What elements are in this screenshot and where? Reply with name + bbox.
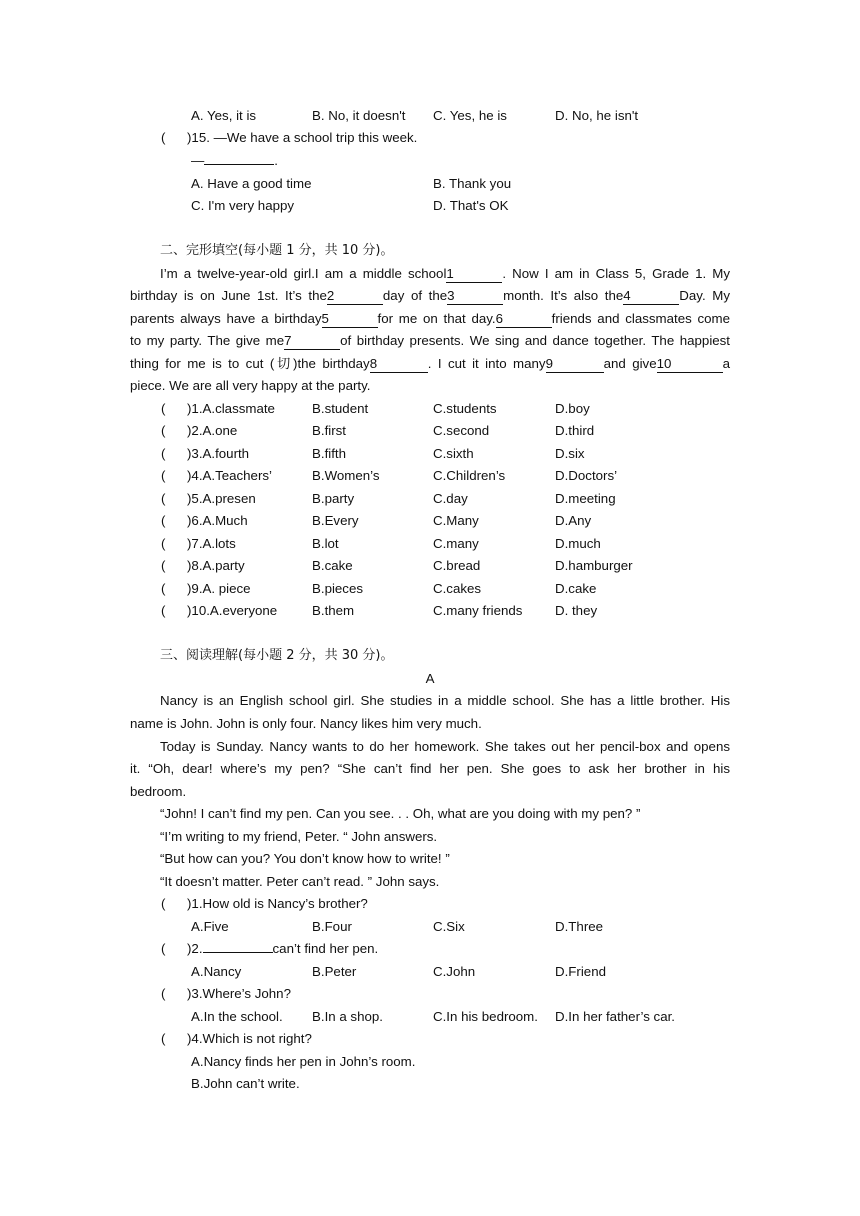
dialogue-line: “John! I can’t find my pen. Can you see. . . Oh, what are you doing with my pen? ” <box>160 806 641 821</box>
question-stem: )4.Which is not right? <box>187 1031 312 1046</box>
option-c: C.sixth <box>433 446 474 461</box>
option-d: D.Three <box>555 919 604 934</box>
option-a: A.Five <box>191 919 229 934</box>
reading-q4 <box>130 1028 730 1050</box>
question-stem <box>187 938 378 960</box>
q2-answer-blank[interactable] <box>203 952 273 953</box>
cloze-blank-7[interactable]: 7 <box>284 332 340 350</box>
cloze-line-2 <box>130 285 730 307</box>
option-b: B.them <box>312 603 355 618</box>
q15-options-row1 <box>130 173 730 195</box>
q15-reply <box>191 150 278 172</box>
cloze-line-6: piece. We are all very happy at the party. <box>130 378 371 393</box>
cloze-text: to my party. The give me <box>130 333 285 348</box>
cloze-text: a <box>722 356 730 371</box>
option-d: D.hamburger <box>555 558 633 573</box>
option-c: C.cakes <box>433 581 482 596</box>
cloze-text: thing for me is to cut (切)the birthday <box>130 356 370 371</box>
option-a: A.Nancy finds her pen in John’s room. <box>191 1054 416 1069</box>
cloze-blank-3[interactable]: 3 <box>447 287 503 305</box>
cloze-text: birthday is on June 1st. It’s the <box>130 288 327 303</box>
option-a: )1.A.classmate <box>187 401 275 416</box>
q14-option-d: D. No, he isn't <box>555 108 639 123</box>
answer-paren[interactable]: ( <box>161 581 166 596</box>
option-c: C.Six <box>433 919 465 934</box>
cloze-line-3 <box>130 308 730 330</box>
option-c: C.day <box>433 491 468 506</box>
cloze-question <box>130 533 730 555</box>
reading-text: it. “Oh, dear! where’s my pen? “She can’t find her pen. She goes to ask her brother in his <box>130 761 730 776</box>
option-d: D.much <box>555 536 601 551</box>
option-c: C.Children’s <box>433 468 506 483</box>
cloze-line-5 <box>130 353 730 375</box>
option-b: B.fifth <box>312 446 346 461</box>
reading-q3 <box>130 983 730 1005</box>
cloze-text: . Now I am in Class 5, Grade 1. My <box>502 266 731 281</box>
option-d: D.cake <box>555 581 597 596</box>
reading-text: Today is Sunday. Nancy wants to do her homework. She takes out her pencil-box and opens <box>160 739 730 754</box>
q15-options-row2 <box>130 195 730 217</box>
question-stem: )1.How old is Nancy’s brother? <box>187 896 368 911</box>
cloze-question <box>130 510 730 532</box>
reading-q3-options <box>130 1006 730 1028</box>
question-stem: )3.Where’s John? <box>187 986 291 1001</box>
option-d: D.In her father’s car. <box>555 1009 675 1024</box>
cloze-question <box>130 578 730 600</box>
answer-paren[interactable]: ( <box>161 603 166 618</box>
reading-q1 <box>130 893 730 915</box>
option-b: B.John can’t write. <box>191 1076 300 1091</box>
q15-answer-blank[interactable] <box>204 164 274 165</box>
option-d: D.meeting <box>555 491 616 506</box>
option-d: D.Friend <box>555 964 606 979</box>
option-d: D.Doctors’ <box>555 468 618 483</box>
option-d: D. they <box>555 603 598 618</box>
cloze-question <box>130 465 730 487</box>
cloze-blank-1[interactable]: 1 <box>446 265 502 283</box>
cloze-question <box>130 420 730 442</box>
cloze-blank-9[interactable]: 9 <box>546 355 604 373</box>
option-b: B.In a shop. <box>312 1009 383 1024</box>
option-c: C.In his bedroom. <box>433 1009 538 1024</box>
q15-stem: )15. —We have a school trip this week. <box>187 130 418 145</box>
reading-q2-options <box>130 961 730 983</box>
cloze-text: month. It’s also the <box>503 288 624 303</box>
q14-option-c: C. Yes, he is <box>433 108 507 123</box>
option-a: )9.A. piece <box>187 581 251 596</box>
answer-paren[interactable]: ( <box>161 558 166 573</box>
option-c: C.many friends <box>433 603 523 618</box>
option-a: )2.A.one <box>187 423 238 438</box>
option-a: A.In the school. <box>191 1009 283 1024</box>
dialogue-line: “I’m writing to my friend, Peter. “ John answers. <box>160 829 438 844</box>
option-a: )6.A.Much <box>187 513 248 528</box>
cloze-text: I’m a twelve-year-old girl.I am a middle school <box>160 266 447 281</box>
q14-option-a: A. Yes, it is <box>191 108 257 123</box>
answer-paren[interactable]: ( <box>161 536 166 551</box>
dialogue-line: “It doesn’t matter. Peter can’t read. ” John says. <box>160 874 440 889</box>
option-a: A.Nancy <box>191 964 242 979</box>
cloze-text: day of the <box>382 288 448 303</box>
option-a: )10.A.everyone <box>187 603 278 618</box>
option-c: C.second <box>433 423 490 438</box>
answer-paren[interactable]: ( <box>161 941 166 956</box>
reading-q1-options <box>130 916 730 938</box>
answer-paren[interactable]: ( <box>161 401 166 416</box>
option-b: B.Every <box>312 513 359 528</box>
answer-paren[interactable]: ( <box>161 513 166 528</box>
answer-paren: ( <box>161 130 166 145</box>
question-number: )2. <box>187 941 203 956</box>
q15-option-d: D. That's OK <box>433 198 509 213</box>
option-b: B.cake <box>312 558 353 573</box>
q15-stem-line <box>130 127 730 149</box>
cloze-line-1 <box>160 263 730 285</box>
option-b: B.party <box>312 491 355 506</box>
q15-option-c: C. I'm very happy <box>191 198 295 213</box>
cloze-question <box>130 600 730 622</box>
option-a: )3.A.fourth <box>187 446 250 461</box>
option-c: C.Many <box>433 513 479 528</box>
option-b: B.Peter <box>312 964 357 979</box>
option-c: C.John <box>433 964 476 979</box>
cloze-question <box>130 443 730 465</box>
section3-title: 三、阅读理解(每小题 2 分，共 30 分)。 <box>160 648 394 663</box>
cloze-text: of birthday presents. We sing and dance together. The happiest <box>340 333 731 348</box>
q15-reply-dash: — <box>191 153 205 168</box>
option-d: D.boy <box>555 401 590 416</box>
passage-label: A <box>425 671 435 686</box>
q14-option-b: B. No, it doesn't <box>312 108 406 123</box>
option-c: C.many <box>433 536 479 551</box>
option-a: )8.A.party <box>187 558 245 573</box>
cloze-blank-8[interactable]: 8 <box>370 355 428 373</box>
q15-option-b: B. Thank you <box>433 176 512 191</box>
option-b: B.first <box>312 423 346 438</box>
q15-reply-end: . <box>274 153 278 168</box>
cloze-text: parents always have a birthday <box>130 311 322 326</box>
answer-paren[interactable]: ( <box>161 491 166 506</box>
reading-text: Nancy is an English school girl. She studies in a middle school. She has a little brother. His <box>160 693 730 708</box>
reading-q4-option-b-line <box>130 1073 730 1095</box>
cloze-text: and give <box>603 356 657 371</box>
option-b: B.Four <box>312 919 352 934</box>
answer-paren[interactable]: ( <box>161 468 166 483</box>
option-b: B.lot <box>312 536 339 551</box>
q15-option-a: A. Have a good time <box>191 176 312 191</box>
reading-q4-option-a-line <box>130 1051 730 1073</box>
answer-paren[interactable]: ( <box>161 986 166 1001</box>
reading-q2 <box>130 938 730 960</box>
q15-reply-line <box>130 150 730 172</box>
option-a: )7.A.lots <box>187 536 236 551</box>
option-a: )4.A.Teachers’ <box>187 468 272 483</box>
cloze-blank-4[interactable]: 4 <box>623 287 679 305</box>
option-b: B.student <box>312 401 369 416</box>
cloze-question <box>130 555 730 577</box>
cloze-blank-6[interactable]: 6 <box>496 310 552 328</box>
option-c: C.students <box>433 401 497 416</box>
answer-paren[interactable]: ( <box>161 446 166 461</box>
option-a: )5.A.presen <box>187 491 256 506</box>
option-d: D.Any <box>555 513 592 528</box>
cloze-line-4 <box>130 330 730 352</box>
cloze-text: . I cut it into many <box>427 356 546 371</box>
section2-title: 二、完形填空(每小题 1 分，共 10 分)。 <box>160 243 394 258</box>
cloze-text: Day. My <box>679 288 730 303</box>
answer-paren[interactable]: ( <box>161 896 166 911</box>
cloze-question <box>130 398 730 420</box>
option-d: D.six <box>555 446 585 461</box>
cloze-blank-2[interactable]: 2 <box>327 287 383 305</box>
cloze-text: for me on that day. <box>377 311 496 326</box>
cloze-text: friends and classmates come <box>551 311 730 326</box>
option-c: C.bread <box>433 558 481 573</box>
cloze-blank-10[interactable]: 10 <box>657 355 723 373</box>
q14-options <box>130 105 730 127</box>
reading-text: bedroom. <box>130 784 187 799</box>
reading-text: name is John. John is only four. Nancy likes him very much. <box>130 716 482 731</box>
option-d: D.third <box>555 423 595 438</box>
cloze-question <box>130 488 730 510</box>
question-text: can’t find her pen. <box>272 941 379 956</box>
option-b: B.Women’s <box>312 468 380 483</box>
answer-paren[interactable]: ( <box>161 423 166 438</box>
option-b: B.pieces <box>312 581 363 596</box>
dialogue-line: “But how can you? You don’t know how to write! ” <box>160 851 450 866</box>
cloze-blank-5[interactable]: 5 <box>322 310 378 328</box>
answer-paren[interactable]: ( <box>161 1031 166 1046</box>
